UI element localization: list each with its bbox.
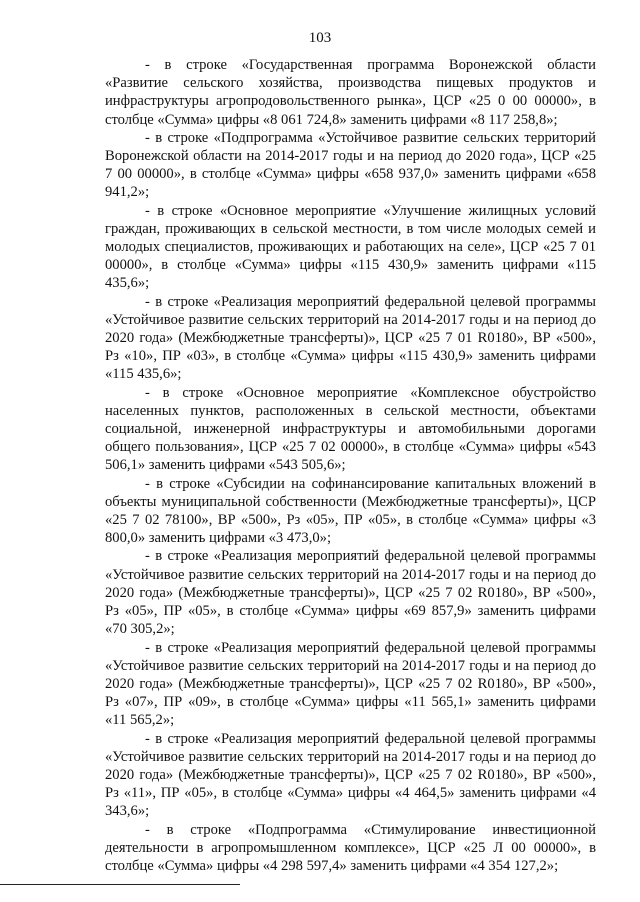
paragraph: - в строке «Подпрограмма «Стимулирование инвестиционной деятельности в агропромышленном комплексе», ЦСР «25 Л 00 00000», в столбце «Сумма» цифры «4 298 597,4» заменить цифрами «4 354 127,2»; <box>105 821 596 874</box>
paragraph: - в строке «Основное мероприятие «Комплексное обустройство населенных пунктов, расположенных в сельской местности, объектами социальной, инженерной инфраструктуры и автомобильными дорогами общего пользования», ЦСР «25 7 02 00000», в столбце «Сумма» цифры «543 506,1» заменить цифрами «543 505,6»; <box>105 384 596 474</box>
paragraph: - в строке «Подпрограмма «Устойчивое развитие сельских территорий Воронежской области на 2014-2017 годы и на период до 2020 года», ЦСР «25 7 00 00000», в столбце «Сумма» цифры «658 937,0» заменить цифрами «658 941,2»; <box>105 129 596 201</box>
paragraph: - в строке «Реализация мероприятий федеральной целевой программы «Устойчивое развитие сельских территорий на 2014-2017 годы и на период до 2020 года» (Межбюджетные трансферты)», ЦСР «25 7 01 R0180», ВР «500», Рз «10», ПР «03», в столбце «Сумма» цифры «115 430,9» заменить цифрами «115 435,6»; <box>105 293 596 383</box>
paragraph: - в строке «Основное мероприятие «Улучшение жилищных условий граждан, проживающих в сельской местности, в том числе молодых семей и молодых специалистов, проживающих и работающих на селе», ЦСР «25 7 01 00000», в столбце «Сумма» цифры «115 430,9» заменить цифрами «115 435,6»; <box>105 202 596 292</box>
paragraph: - в строке «Реализация мероприятий федеральной целевой программы «Устойчивое развитие сельских территорий на 2014-2017 годы и на период до 2020 года» (Межбюджетные трансферты)», ЦСР «25 7 02 R0180», ВР «500», Рз «11», ПР «05», в столбце «Сумма» цифры «4 464,5» заменить цифрами «4 343,6»; <box>105 730 596 820</box>
paragraph: - в строке «Государственная программа Воронежской области «Развитие сельского хозяйства, производства пищевых продуктов и инфраструктуры агропродовольственного рынка», ЦСР «25 0 00 00000», в столбце «Сумма» цифры «8 061 724,8» заменить цифрами «8 117 258,8»; <box>105 57 596 128</box>
paragraph: - в строке «Субсидии на софинансирование капитальных вложений в объекты муниципальной собственности (Межбюджетные трансферты)», ЦСР «25 7 02 78100», ВР «500», Рз «05», ПР «05», в столбце «Сумма» цифры «3 800,0» заменить цифрами «3 473,0»; <box>105 475 596 547</box>
paragraph: - в строке «Реализация мероприятий федеральной целевой программы «Устойчивое развитие сельских территорий на 2014-2017 годы и на период до 2020 года» (Межбюджетные трансферты)», ЦСР «25 7 02 R0180», ВР «500», Рз «05», ПР «05», в столбце «Сумма» цифры «69 857,9» заменить цифрами «70 305,2»; <box>105 548 596 638</box>
page-number: 103 <box>308 30 332 46</box>
paragraph: - в строке «Реализация мероприятий федеральной целевой программы «Устойчивое развитие сельских территорий на 2014-2017 годы и на период до 2020 года» (Межбюджетные трансферты)», ЦСР «25 7 02 R0180», ВР «500», Рз «07», ПР «09», в столбце «Сумма» цифры «11 565,1» заменить цифрами «11 565,2»; <box>105 639 596 729</box>
footnote-divider <box>0 884 240 885</box>
document-body <box>105 56 596 875</box>
